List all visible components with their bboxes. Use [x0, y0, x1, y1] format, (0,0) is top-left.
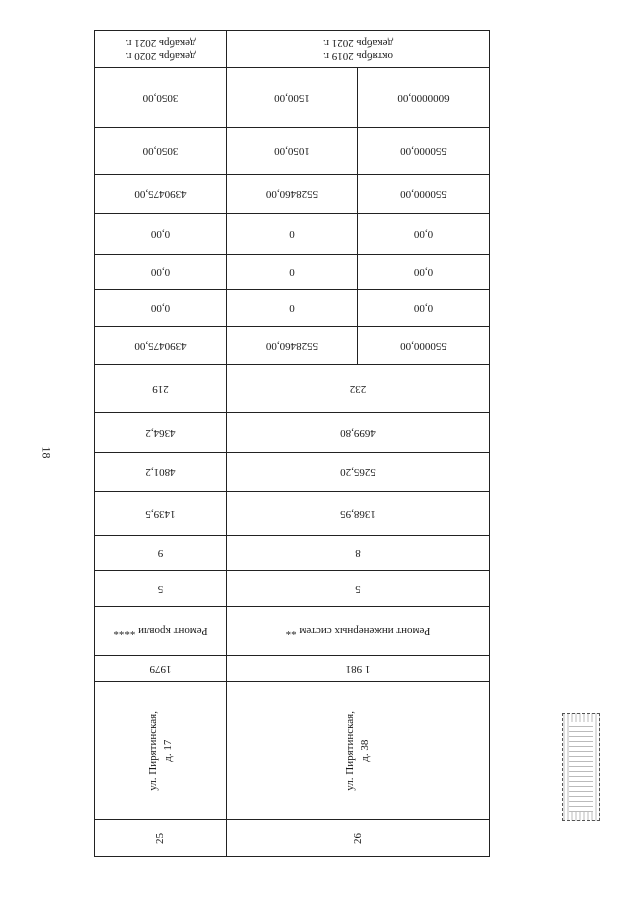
- money-row-4-mid: 0: [289, 228, 295, 241]
- row-7-left: Ремонт кровли ****: [113, 625, 208, 638]
- row-5-left: 9: [157, 547, 164, 560]
- address-right-street: ул. Пирятинская,: [344, 710, 357, 791]
- money-row-2-mid: 1050,00: [274, 145, 310, 158]
- money-row-1-left: 3050,00: [142, 91, 179, 104]
- header-left-line-2: декабрь 2021 г.: [125, 37, 196, 49]
- address-left: [95, 682, 226, 819]
- stamp-mark: [562, 713, 600, 821]
- money-row-6-right: 0,00: [413, 302, 434, 315]
- money-row-2-left: 3050,00: [142, 145, 179, 158]
- row-3-right: 5265,20: [340, 466, 376, 479]
- index-left: [95, 820, 226, 856]
- money-row-5-mid: 0: [289, 266, 295, 279]
- row-1-right: 232: [349, 382, 367, 395]
- row-2-left: 4364,2: [145, 426, 176, 439]
- money-row-2-right: 550000,00: [400, 145, 447, 158]
- work-schedule-table: [94, 30, 490, 857]
- row-4-left: 1439,5: [145, 507, 176, 520]
- row-8-left: 1979: [149, 662, 172, 675]
- money-row-7-right: 550000,00: [400, 339, 447, 352]
- money-row-4-right: 0,00: [413, 228, 434, 241]
- index-right-value: 26: [351, 832, 364, 844]
- money-row-7-mid: 5528460,00: [265, 339, 319, 352]
- row-2-right: 4699,80: [340, 426, 376, 439]
- row-7-right: Ремонт инженерных систем **: [285, 625, 431, 638]
- row-6-left: 5: [157, 582, 164, 595]
- address-left-street: ул. Пирятинская,: [146, 710, 159, 791]
- index-right: [227, 820, 489, 856]
- money-row-3-mid: 5528460,00: [265, 188, 319, 201]
- row-6-right: 5: [355, 582, 361, 595]
- row-4-right: 1368,95: [340, 507, 376, 520]
- money-row-1-right: 6000000,00: [397, 91, 450, 104]
- money-row-6-mid: 0: [289, 302, 295, 315]
- address-right: [227, 682, 489, 819]
- header-left-line-1: декабрь 2020 г.: [125, 49, 196, 62]
- row-8-right: 1 981: [345, 662, 371, 675]
- header-right-line-1: октябрь 2019 г.: [322, 49, 394, 62]
- money-row-7-left: 4390475,00: [134, 339, 187, 352]
- row-5-right: 8: [355, 547, 361, 560]
- money-row-1-mid: 1500,00: [274, 91, 310, 104]
- page-number: 18: [39, 446, 54, 459]
- money-row-6-left: 0,00: [150, 302, 171, 315]
- header-left: [95, 31, 226, 67]
- money-row-5-right: 0,00: [413, 266, 434, 279]
- money-row-5-left: 0,00: [150, 266, 171, 279]
- money-row-4-left: 0,00: [150, 228, 171, 241]
- row-3-left: 4801,2: [145, 466, 176, 479]
- money-row-3-left: 4390475,00: [134, 188, 187, 201]
- header-right: [227, 31, 489, 67]
- address-right-house: д. 38: [359, 739, 371, 762]
- index-left-value: 25: [154, 832, 167, 844]
- row-1-left: 219: [152, 382, 169, 395]
- address-left-house: д. 17: [161, 739, 174, 762]
- money-row-3-right: 550000,00: [400, 188, 447, 201]
- header-right-line-2: декабрь 2021 г.: [322, 37, 394, 49]
